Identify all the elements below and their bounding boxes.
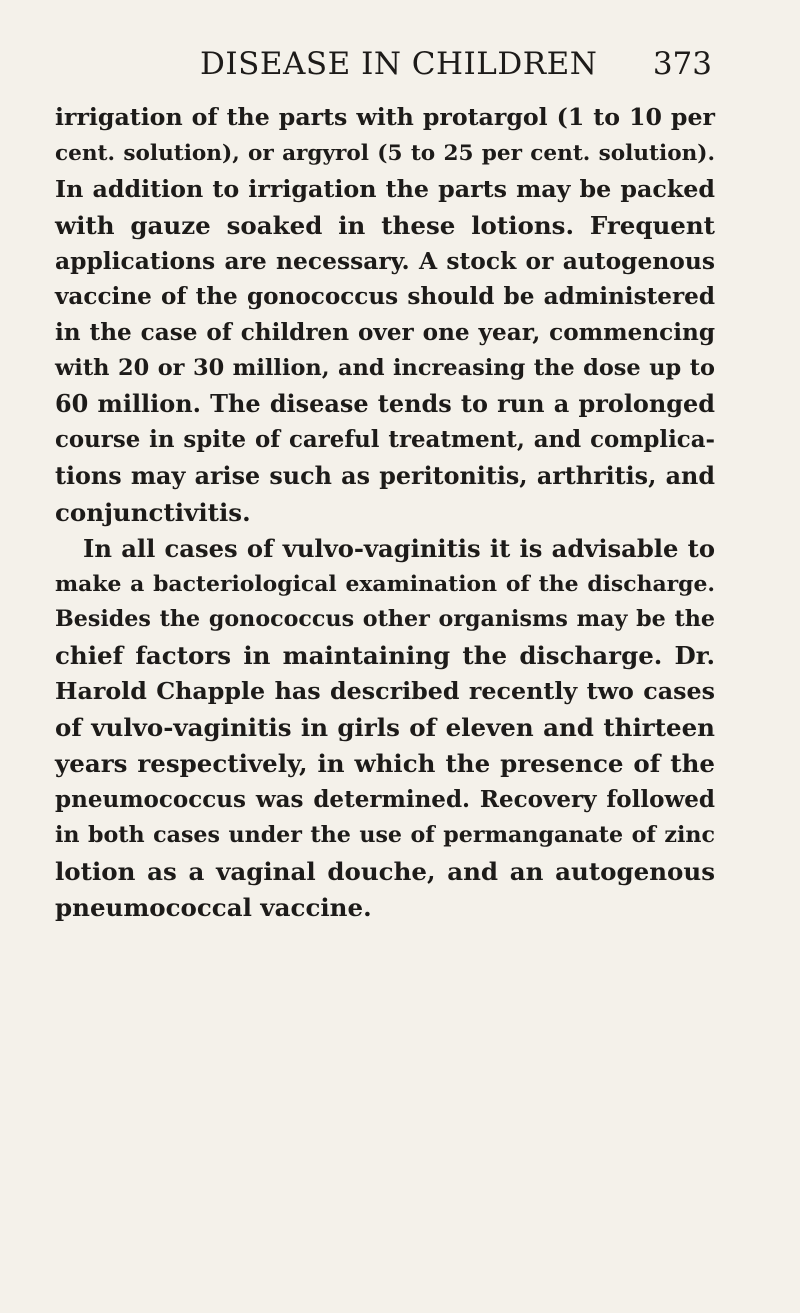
paragraph-2 bbox=[55, 531, 715, 926]
running-title: DISEASE IN CHILDREN bbox=[200, 46, 598, 82]
text-line: cent. solution), or argyrol (5 to 25 per cent. solution). bbox=[55, 140, 715, 166]
text-line: In addition to irrigation the parts may be packed bbox=[55, 174, 715, 203]
text-line: with gauze soaked in these lotions. Frequent bbox=[55, 210, 715, 240]
text-line: tions may arise such as peritonitis, arthritis, and bbox=[55, 461, 715, 490]
text-line: course in spite of careful treatment, and complica- bbox=[55, 427, 715, 454]
text-line: lotion as a vaginal douche, and an autogenous bbox=[55, 856, 715, 886]
text-line: applications are necessary. A stock or autogenous bbox=[55, 246, 715, 275]
text-line: of vulvo-vaginitis in girls of eleven and thirteen bbox=[55, 713, 715, 743]
text-line: In all cases of vulvo-vaginitis it is advisable to bbox=[83, 533, 715, 563]
text-line: chief factors in maintaining the discharge. Dr. bbox=[55, 641, 715, 671]
text-line: pneumococcus was determined. Recovery followed bbox=[55, 785, 715, 813]
text-line: in the case of children over one year, commencing bbox=[55, 319, 715, 347]
text-line: irrigation of the parts with protargol (1 to 10 per bbox=[55, 103, 715, 131]
body-text bbox=[55, 100, 715, 925]
text-line: Harold Chapple has described recently two cases bbox=[55, 677, 715, 706]
text-line: Besides the gonococcus other organisms may be the bbox=[55, 606, 715, 633]
page-number: 373 bbox=[652, 46, 712, 82]
text-line: with 20 or 30 million, and increasing the dose up to bbox=[55, 355, 715, 382]
text-line: vaccine of the gonococcus should be administered bbox=[55, 283, 715, 311]
paragraph-1 bbox=[55, 100, 715, 531]
text-line: 60 million. The disease tends to run a prolonged bbox=[55, 390, 715, 419]
text-line: in both cases under the use of permanganate of zinc bbox=[55, 821, 715, 848]
text-line: years respectively, in which the presence of the bbox=[55, 749, 715, 779]
text-line: pneumococcal vaccine. bbox=[55, 892, 372, 922]
running-head bbox=[200, 46, 712, 86]
text-line: make a bacteriological examination of the discharge. bbox=[55, 570, 715, 597]
text-line: conjunctivitis. bbox=[55, 497, 251, 527]
